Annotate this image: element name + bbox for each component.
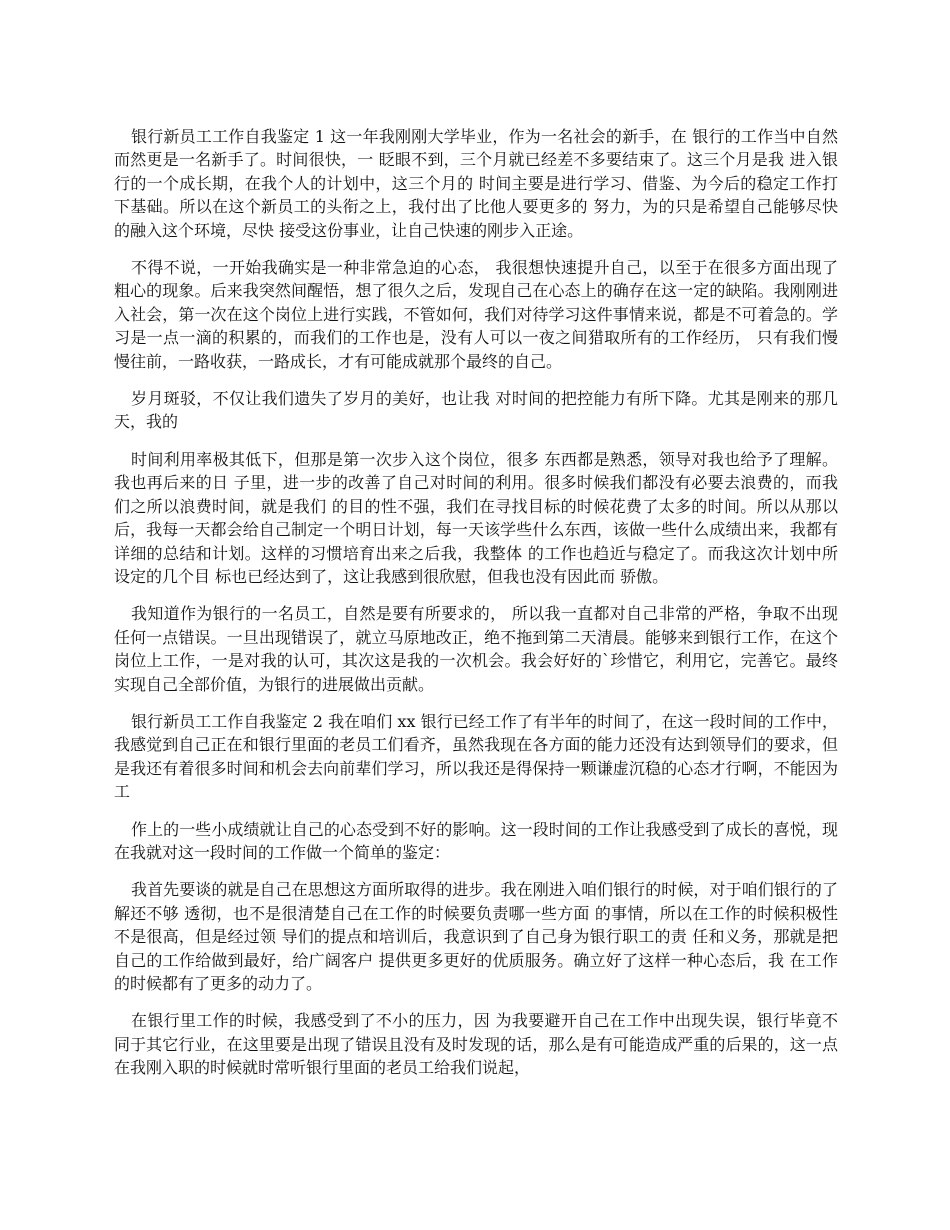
paragraph-2: 不得不说，一开始我确实是一种非常急迫的心态， 我很想快速提升自己，以至于在很多方面出现了粗心的现象。后来我突然间醒悟，想了很久之后，发现自己在心态上的确存在这一定的缺陷。我刚刚进入社会，第一次在这个岗位上进行实践，不管如何，我们对待学习这件事情来说，都是不可着急的。学习是一点一滴的积累的，而我们的工作也是，没有人可以一夜之间猎取所有的工作经历， 只有我们慢慢往前，一路收获，一路成长，才有可能成就那个最终的自己。 — [114, 258, 838, 371]
paragraph-7: 作上的一些小成绩就让自己的心态受到不好的影响。这一段时间的工作让我感受到了成长的喜悦，现在我就对这一段时间的工作做一个简单的鉴定： — [114, 819, 838, 862]
paragraph-6: 银行新员工工作自我鉴定 2 我在咱们 xx 银行已经工作了有半年的时间了，在这一段时间的工作中，我感觉到自己正在和银行里面的老员工们看齐，虽然我现在各方面的能力还没有达到领导们的要求，但是我还有着很多时间和机会去向前辈们学习，所以我还是得保持一颗谦虚沉稳的心态才行啊，不能因为工 — [114, 711, 838, 802]
paragraph-9: 在银行里工作的时候，我感受到了不小的压力，因 为我要避开自己在工作中出现失误，银行毕竟不同于其它行业，在这里要是出现了错误且没有及时发现的话，那么是有可能造成严重的后果的，这一点在我刚入职的时候就时常听银行里面的老员工给我们说起， — [114, 1011, 838, 1078]
paragraph-8: 我首先要谈的就是自己在思想这方面所取得的进步。我在刚进入咱们银行的时候，对于咱们银行的了解还不够 透彻，也不是很清楚自己在工作的时候要负责哪一些方面 的事情，所以在工作的时候积极性不是很高，但是经过领 导们的提点和培训后，我意识到了自己身为银行职工的责 任和义务，那就是把自己的工作给做到最好，给广阔客户 提供更多更好的优质服务。确立好了这样一种心态后，我 在工作的时候都有了更多的动力了。 — [114, 880, 838, 993]
paragraph-5: 我知道作为银行的一名员工，自然是要有所要求的， 所以我一直都对自己非常的严格，争取不出现任何一点错误。一旦出现错误了，就立马原地改正，绝不拖到第二天清晨。能够来到银行工作，在这个岗位上工作，一是对我的认可，其次这是我的一次机会。我会好好的`珍惜它，利用它，完善它。最终实现自己全部价值，为银行的进展做出贡献。 — [114, 604, 838, 694]
paragraph-1: 银行新员工工作自我鉴定 1 这一年我刚刚大学毕业，作为一名社会的新手，在 银行的工作当中自然而然更是一名新手了。时间很快，一 眨眼不到，三个月就已经差不多要结束了。这三个月是我 进入银行的一个成长期，在我个人的计划中，这三个月的 时间主要是进行学习、借鉴、为今后的稳定工作打下基础。所以在这个新员工的头衔之上，我付出了比他人要更多的 努力，为的只是希望自己能够尽快的融入这个环境，尽快 接受这份事业，让自己快速的刚步入正途。 — [114, 127, 838, 240]
paragraph-4: 时间利用率极其低下，但那是第一次步入这个岗位，很多 东西都是熟悉，领导对我也给予了理解。我也再后来的日 子里，进一步的改善了自己对时间的利用。很多时候我们都没有必要去浪费的，而我们之所以浪费时间，就是我们 的目的性不强，我们在寻找目标的时候花费了太多的时间。所以从那以后，我每一天都会给自己制定一个明日计划，每一天该学些什么东西，该做一些什么成绩出来，我都有 详细的总结和计划。这样的习惯培育出来之后我，我整体 的工作也趋近与稳定了。而我这次计划中所设定的几个目 标也已经达到了，这让我感到很欣慰，但我也没有因此而 骄傲。 — [114, 449, 838, 586]
paragraph-3: 岁月斑驳，不仅让我们遗失了岁月的美好，也让我 对时间的把控能力有所下降。尤其是刚来的那几天，我的 — [114, 389, 838, 432]
